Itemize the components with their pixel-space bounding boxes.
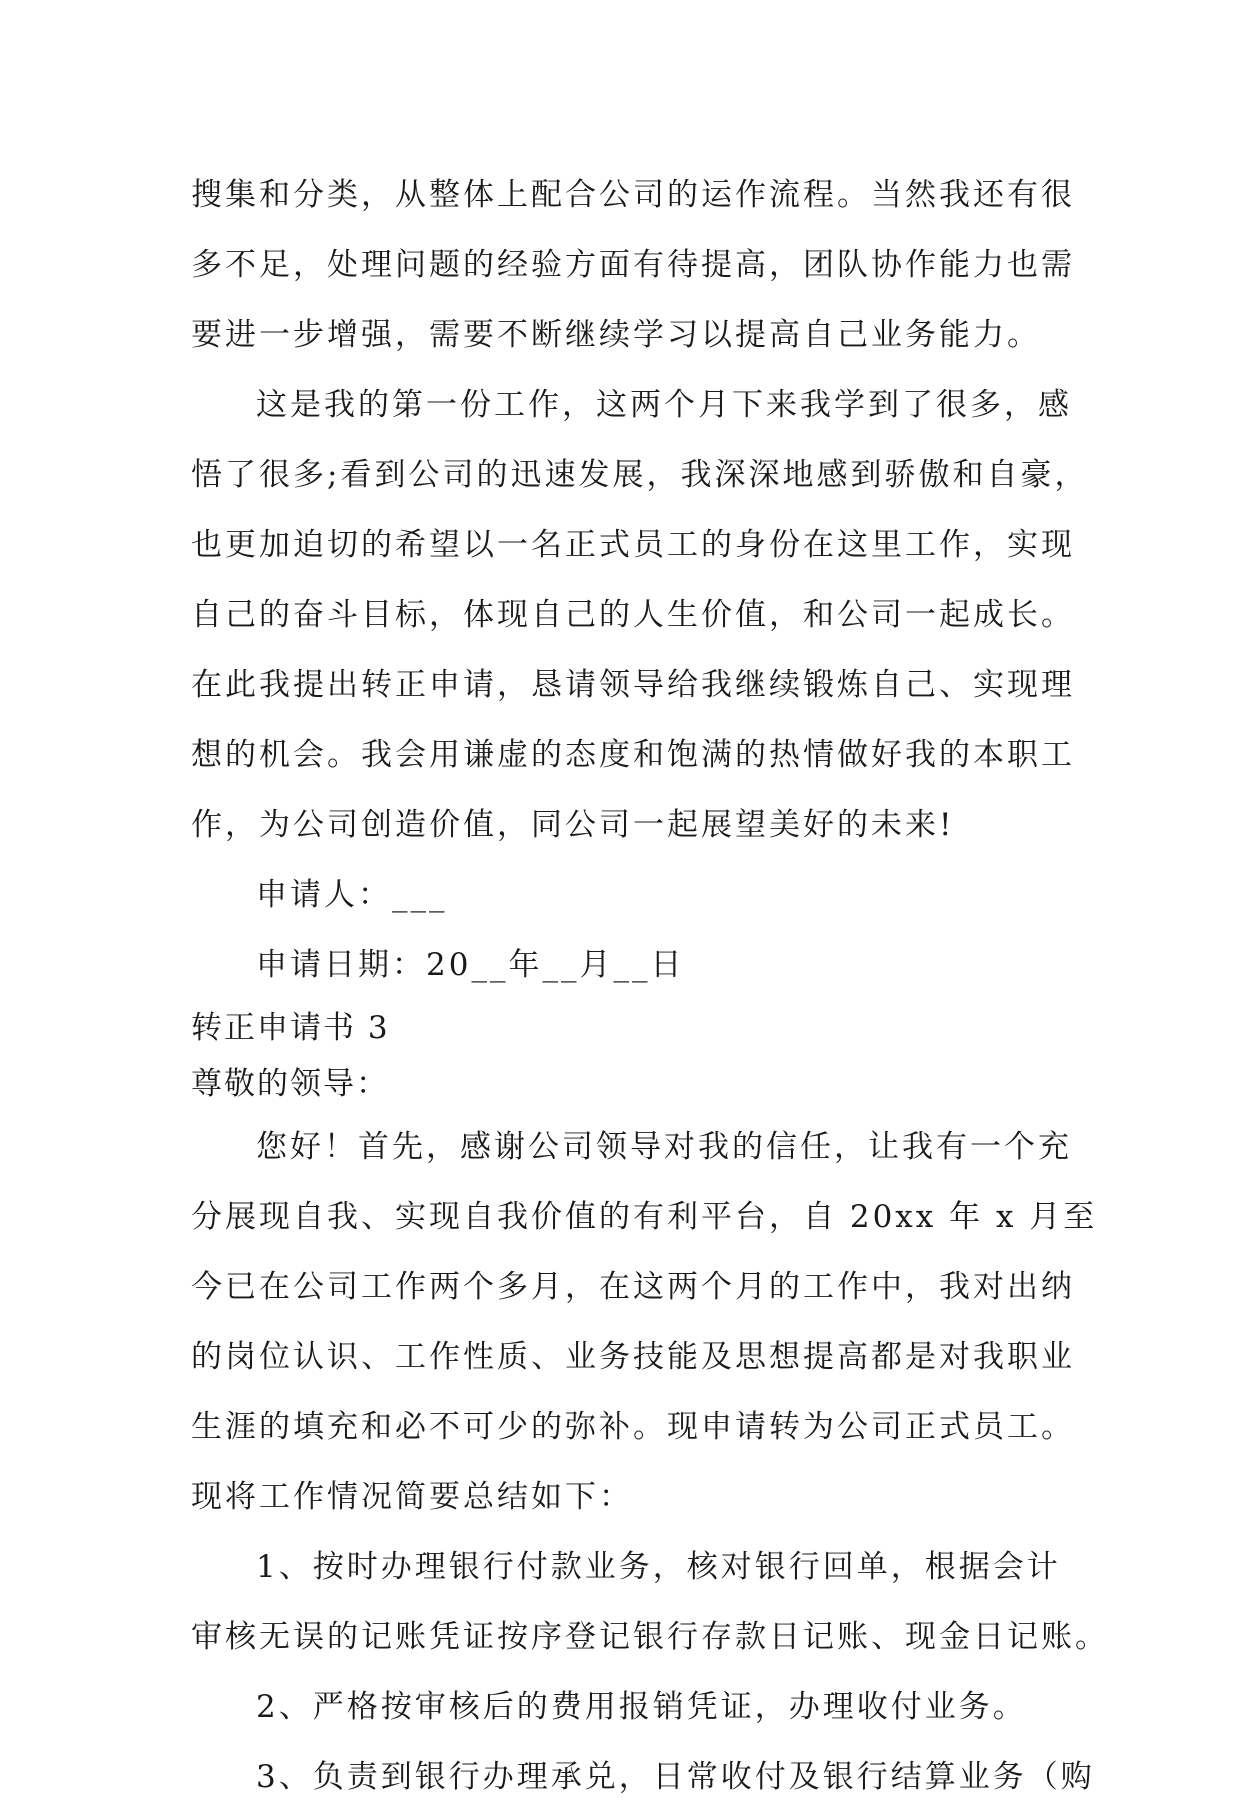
text-line: 分展现自我、实现自我价值的有利平台，自 20xx 年 x 月至 [191,1199,1098,1235]
text-line: 审核无误的记账凭证按序登记银行存款日记账、现金日记账。 [191,1619,1109,1655]
signature-block [191,860,1051,1000]
document-body [191,160,1109,1812]
list-item-1 [191,1532,1109,1672]
text-line: 1、按时办理银行付款业务，核对银行回单，根据会计 [256,1549,1061,1585]
paragraph-closing [191,370,1089,860]
text-line: 今已在公司工作两个多月，在这两个月的工作中，我对出纳 [191,1269,1075,1305]
text-line: 自己的奋斗目标，体现自己的人生价值，和公司一起成长。 [191,597,1075,633]
text-line: 现将工作情况简要总结如下： [191,1479,633,1515]
applicant-line [191,860,1051,930]
text-line: 这是我的第一份工作，这两个月下来我学到了很多，感 [256,387,1072,423]
text-line: 在此我提出转正申请，恳请领导给我继续锻炼自己、实现理 [191,667,1075,703]
text-line: 生涯的填充和必不可少的弥补。现申请转为公司正式员工。 [191,1409,1075,1445]
text-line: 悟了很多;看到公司的迅速发展，我深深地感到骄傲和自豪， [191,457,1089,493]
text-line: 作，为公司创造价值，同公司一起展望美好的未来! [191,807,955,843]
list-item-3: 3、负责到银行办理承兑，日常收付及银行结算业务（购 [256,1759,1095,1795]
list-item-2: 2、严格按审核后的费用报销凭证，办理收付业务。 [256,1689,1027,1725]
section-title: 转正申请书 3 [191,1010,390,1046]
applicant-value: ___ [392,877,448,913]
text-line: 您好！首先，感谢公司领导对我的信任，让我有一个充 [256,1129,1072,1165]
text-line: 的岗位认识、工作性质、业务技能及思想提高都是对我职业 [191,1339,1075,1375]
salutation: 尊敬的领导： [191,1066,389,1102]
section-3 [191,1000,1109,1812]
intro-paragraph [191,1112,1098,1532]
text-line: 多不足，处理问题的经验方面有待提高，团队协作能力也需 [191,247,1075,283]
text-line: 要进一步增强，需要不断继续学习以提高自己业务能力。 [191,317,1041,353]
text-line: 想的机会。我会用谦虚的态度和饱满的热情做好我的本职工 [191,737,1075,773]
applicant-label: 申请人： [256,877,392,913]
text-line: 搜集和分类，从整体上配合公司的运作流程。当然我还有很 [191,177,1075,213]
text-line: 也更加迫切的希望以一名正式员工的身份在这里工作，实现 [191,527,1075,563]
paragraph-continued [191,160,1075,370]
application-date: 申请日期：20__年__月__日 [256,947,685,983]
